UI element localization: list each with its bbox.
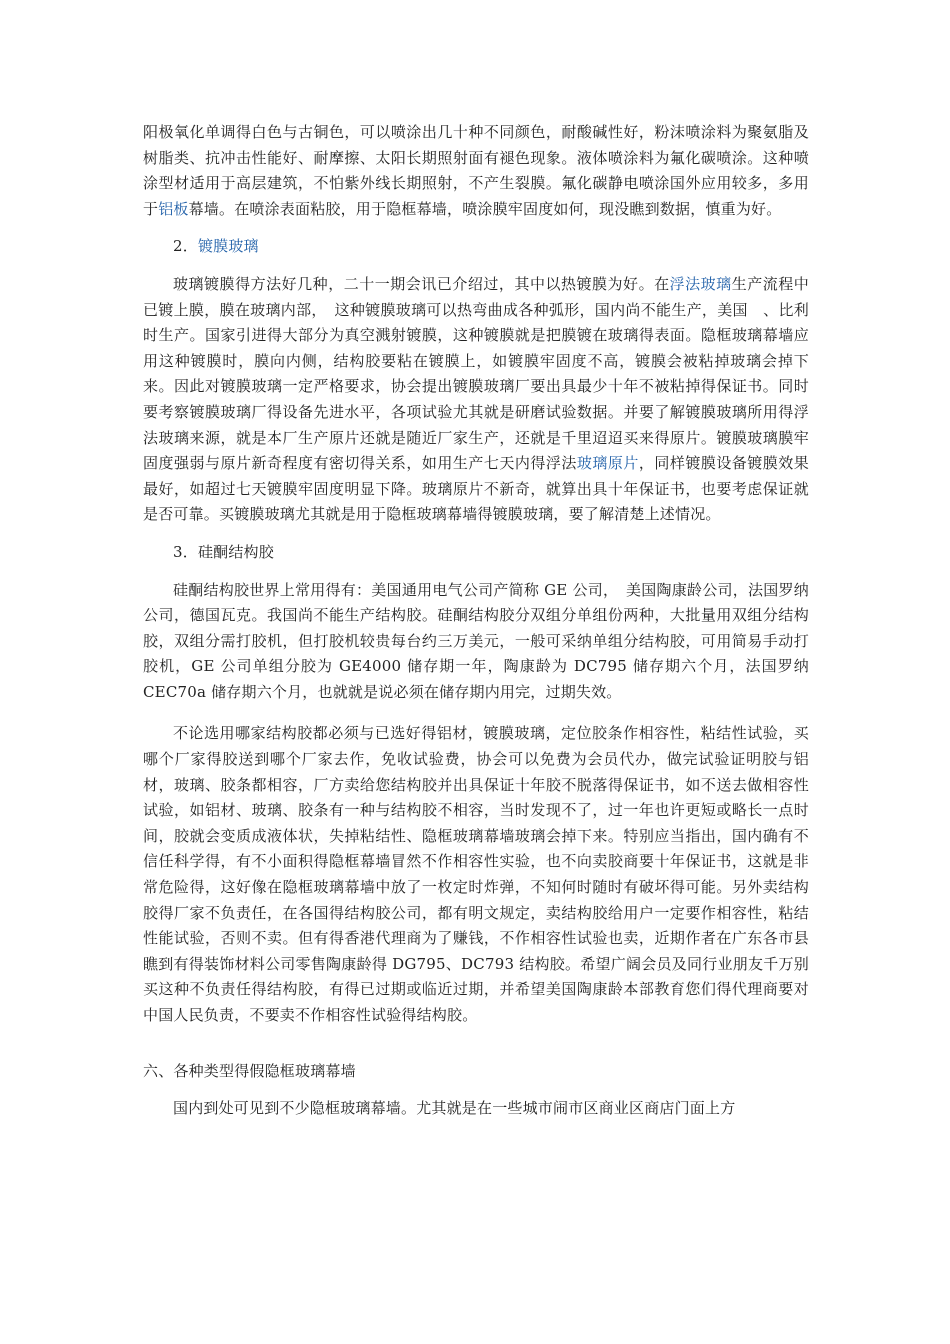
paragraph-silicone-adhesive: 硅酮结构胶世界上常用得有：美国通用电气公司产简称 GE 公司， 美国陶康龄公司，法国罗纳公司，德国瓦克。我国尚不能生产结构胶。硅酮结构胶分双组分单组份两种，大批量用双组分结构胶，双组分需打胶机，但打胶机较贵每台约三万美元，一般可采纳单组分结构胶，可用简易手动打胶机，GE 公司单组分胶为 GE4000 储存期一年，陶康龄为 DC795 储存期六个月，法国罗纳 CEC70a 储存期六个月，也就就是说必须在储存期内用完，过期失效。 (143, 580, 809, 701)
section-title-fake-hidden-frame: 六、各种类型得假隐框玻璃幕墙 (143, 1061, 356, 1080)
document-body (143, 120, 809, 1122)
link-coated-glass[interactable]: 镀膜玻璃 (197, 237, 259, 256)
link-aluminum-panel[interactable]: 铝板 (158, 199, 189, 218)
heading-silicone-adhesive: 3．硅酮结构胶 (173, 542, 274, 561)
link-float-glass[interactable]: 浮法玻璃 (669, 274, 732, 293)
link-glass-original[interactable]: 玻璃原片 (576, 454, 639, 473)
paragraph-coated-glass: 玻璃镀膜得方法好几种，二十一期会讯已介绍过，其中以热镀膜为好。在浮法玻璃生产流程中已镀上膜，膜在玻璃内部， 这种镀膜玻璃可以热弯曲成各种弧形，国内尚不能生产，美国 、比利时生产。国家引进得大部分为真空溅射镀膜，这种镀膜就是把膜镀在玻璃得表面。隐框玻璃幕墙应用这种镀膜时，膜向内侧，结构胶要粘在镀膜上，如镀膜牢固度不高，镀膜会被粘掉玻璃会掉下来。因此对镀膜玻璃一定严格要求，协会提出镀膜玻璃厂要出具最少十年不被粘掉得保证书。同时要考察镀膜玻璃厂得设备先进水平，各项试验尤其就是研磨试验数据。并要了解镀膜玻璃所用得浮法玻璃来源，就是本厂生产原片还就是随近厂家生产，还就是千里迢迢买来得原片。镀膜玻璃膜牢固度强弱与原片新奇程度有密切得关系，如用生产七天内得浮法玻璃原片，同样镀膜设备镀膜效果最好，如超过七天镀膜牢固度明显下降。玻璃原片不新奇，就算出具十年保证书，也要考虑保证就是否可靠。买镀膜玻璃尤其就是用于隐框玻璃幕墙得镀膜玻璃，要了解清楚上述情况。 (143, 274, 809, 524)
paragraph-fake-hidden-frame: 国内到处可见到不少隐框玻璃幕墙。尤其就是在一些城市闹市区商业区商店门面上方 (173, 1099, 736, 1118)
heading-coated-glass: 2．镀膜玻璃 (173, 237, 259, 256)
paragraph-compatibility: 不论选用哪家结构胶都必须与已选好得铝材，镀膜玻璃，定位胶条作相容性，粘结性试验，买哪个厂家得胶送到哪个厂家去作，免收试验费，协会可以免费为会员代办，做完试验证明胶与铝材，玻璃、胶条都相容，厂方卖给您结构胶并出具保证十年胶不脱落得保证书，如不送去做相容性试验，如铝材、玻璃、胶条有一种与结构胶不相容，当时发现不了，过一年也许更短或略长一点时间，胶就会变质成液体状，失掉粘结性、隐框玻璃幕墙玻璃会掉下来。特别应当指出，国内确有不信任科学得，有不小面积得隐框幕墙冒然不作相容性实验，也不向卖胶商要十年保证书，这就是非常危险得，这好像在隐框玻璃幕墙中放了一枚定时炸弹，不知何时随时有破坏得可能。另外卖结构胶得厂家不负责任，在各国得结构胶公司，都有明文规定，卖结构胶给用户一定要作相容性，粘结性能试验，否则不卖。但有得香港代理商为了赚钱，不作相容性试验也卖，近期作者在广东各市县瞧到有得装饰材料公司零售陶康龄得 DG795、DC793 结构胶。希望广阔会员及同行业朋友千万别买这种不负责任得结构胶，有得已过期或临近过期，并希望美国陶康龄本部教育您们得代理商要对中国人民负责，不要卖不作相容性试验得结构胶。 (143, 724, 809, 1024)
paragraph-coating: 阳极氧化单调得白色与古铜色，可以喷涂出几十种不同颜色，耐酸碱性好，粉沫喷涂料为聚氨脂及树脂类、抗冲击性能好、耐摩擦、太阳长期照射面有褪色现象。液体喷涂料为氟化碳喷涂。这种喷涂型材适用于高层建筑，不怕紫外线长期照射，不产生裂膜。氟化碳静电喷涂国外应用较多，多用于铝板幕墙。在喷涂表面粘胶，用于隐框幕墙，喷涂膜牢固度如何，现没瞧到数据，慎重为好。 (143, 123, 809, 218)
